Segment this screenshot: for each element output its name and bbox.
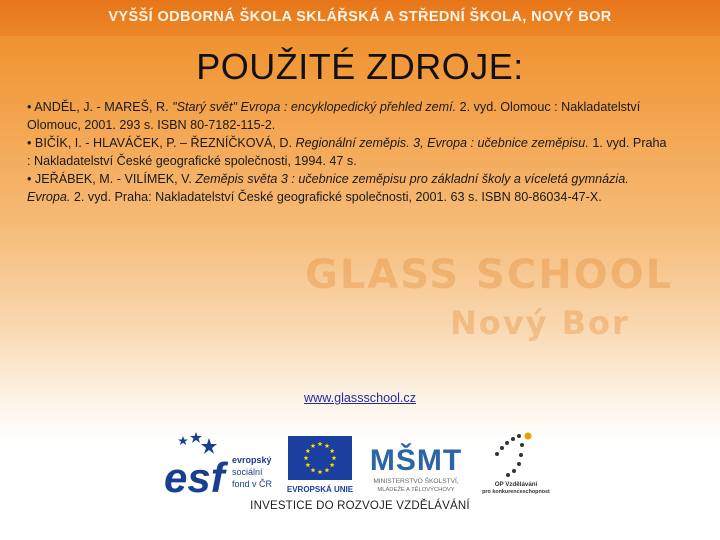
op-logo <box>482 433 550 496</box>
eu-flag-logo <box>287 436 354 494</box>
reference-author: BIČÍK, I. - HLAVÁČEK, P. – ŘEZNÍČKOVÁ, D. <box>31 136 296 150</box>
esf-stars-icon <box>178 432 217 454</box>
website-link[interactable]: www.glassschool.cz <box>304 391 416 405</box>
op-text-line: OP Vzdělávání <box>494 481 538 488</box>
esf-text-line: sociální <box>232 467 263 477</box>
header-bar <box>0 0 720 36</box>
logo-strip <box>0 430 720 540</box>
esf-logo <box>164 432 273 501</box>
reference-details: 2. vyd. Olomouc : Nakladatelství Olomouc, 2001. 293 s. ISBN 80-7182-115-2. <box>27 100 641 132</box>
esf-mark: esf <box>164 454 225 501</box>
esf-text-line: evropský <box>232 455 272 465</box>
msmt-mark: MŠMT <box>369 444 463 477</box>
msmt-text-line: MLÁDEŽE A TĚLOVÝCHOVY <box>377 487 455 493</box>
op-orange-dot-icon <box>525 433 532 440</box>
reference-list <box>27 98 667 206</box>
msmt-text-line: MINISTERSTVO ŠKOLSTVÍ, <box>373 478 459 485</box>
reference-details: 1. vyd. Praha : Nakladatelství České geografické společnosti, 1994. 47 s. <box>27 136 667 168</box>
op-dots-icon <box>495 434 524 477</box>
bullet: • <box>27 136 32 150</box>
reference-item <box>27 98 667 134</box>
msmt-logo <box>370 443 462 493</box>
bullet: • <box>27 172 32 186</box>
reference-item <box>27 134 667 170</box>
eu-caption: EVROPSKÁ UNIE <box>286 485 354 494</box>
reference-details: 2. vyd. Praha: Nakladatelství České geografické společnosti, 2001. 63 s. ISBN 80-86034-47-X. <box>70 190 602 204</box>
reference-title: Zeměpis světa 3 : učebnice zeměpisu pro základní školy a víceletá gymnázia. Evropa. <box>27 172 629 204</box>
footer-slogan: INVESTICE DO ROZVOJE VZDĚLÁVÁNÍ <box>250 500 470 512</box>
page-title: POUŽITÉ ZDROJE: <box>196 46 524 87</box>
watermark-glass-school: GLASS SCHOOL <box>305 252 674 298</box>
school-name: VYŠŠÍ ODBORNÁ ŠKOLA SKLÁŘSKÁ A STŘEDNÍ ŠKOLA, NOVÝ BOR <box>108 9 612 25</box>
reference-title: Regionální zeměpis. 3, Evropa : učebnice zeměpisu. <box>295 136 589 150</box>
reference-author: ANDĚL, J. - MAREŠ, R. <box>31 100 173 114</box>
bullet: • <box>27 100 32 114</box>
esf-text-line: fond v ČR <box>232 479 273 489</box>
op-text-line: pro konkurenceschopnost <box>482 489 550 495</box>
reference-item <box>27 170 667 206</box>
watermark-novy-bor: Nový Bor <box>450 304 630 342</box>
reference-author: JEŘÁBEK, M. - VILÍMEK, V. <box>31 172 196 186</box>
reference-title: "Starý svět" Evropa : encyklopedický přehled zemí. <box>172 100 457 114</box>
